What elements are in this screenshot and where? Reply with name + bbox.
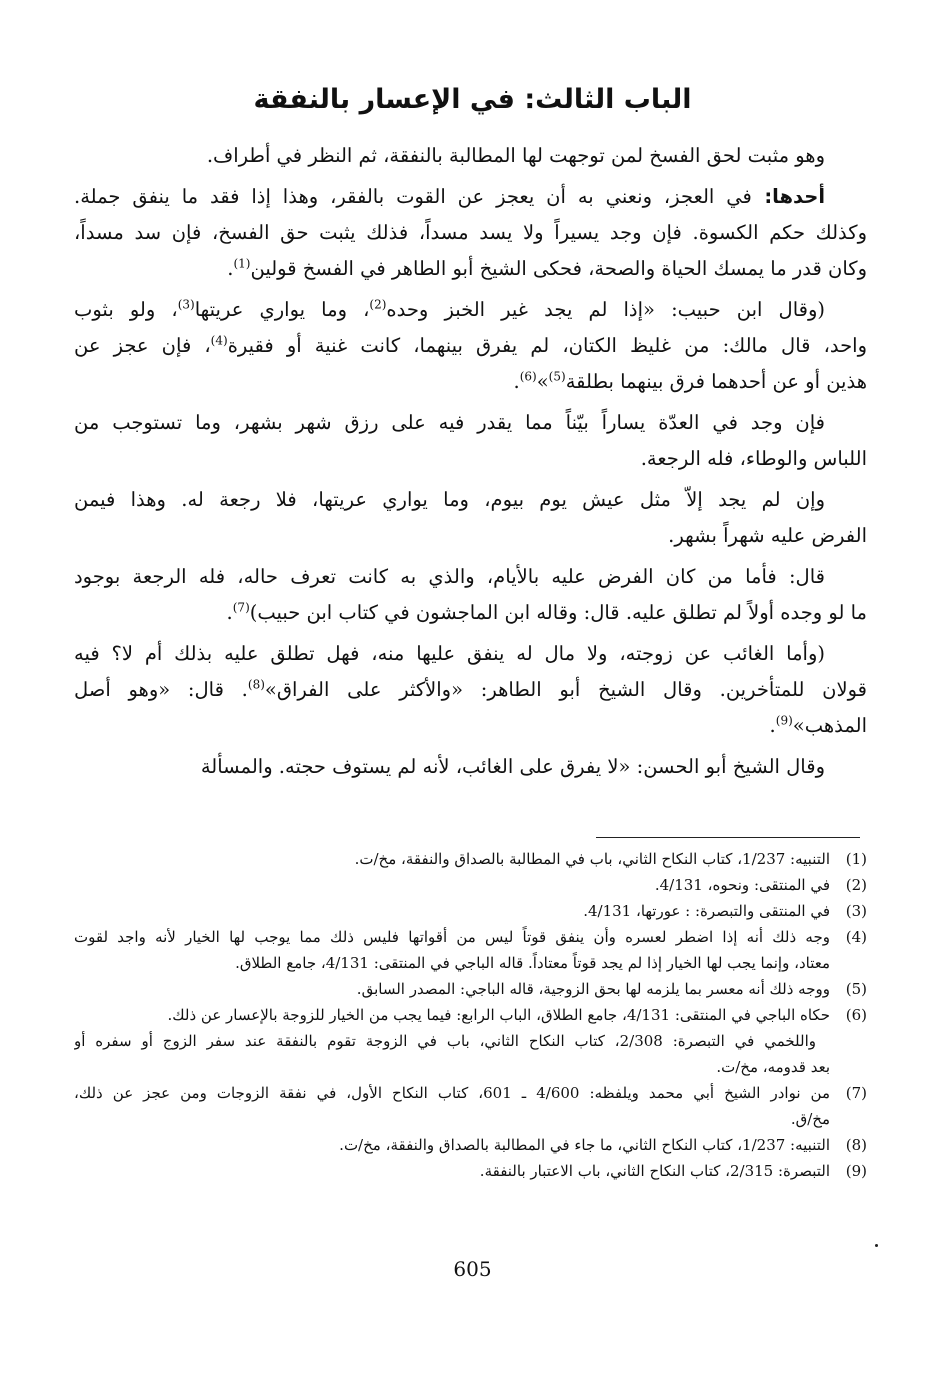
page-mark [875,1244,878,1247]
footnote [74,872,867,898]
footnote-text: في المنتقى: ونحوه، 4/131. [654,876,830,894]
footnote-text: بعد قدومه، مخ/ت. [716,1058,830,1076]
paragraph [74,749,867,785]
text-line: وكذلك حكم الكسوة. فإن وجد يسيراً ولا يسد مسداً، فذلك يثبت حق الفسخ، فإن سد مسداً، [74,221,867,244]
footnote [74,898,867,924]
text-line: وهو مثبت لحق الفسخ لمن توجهت لها المطالبة بالنفقة، ثم النظر في أطراف. [206,144,825,167]
footnote-number: (7) [845,1084,867,1102]
footnote-text: مخ/ق. [790,1110,830,1128]
footnote-text: وجه ذلك أنه إذا اضطر لعسره وأن ينفق قوتاً ليس من أقواتها فليس ذلك مما يوجب لها الخيار لأنه واجد لقوت [74,928,830,946]
text-line: فإن وجد في العدّة يساراً بيّناً مما يقدر فيه على رزق شهر بشهر، وما تستوجب من [74,411,825,434]
footnote-text: من نوادر الشيخ أبي محمد ويلفظه: 4/600 ـ 601، كتاب النكاح الأول، في نفقة الزوجات ومن عجز عن ذلك، [74,1084,830,1102]
paragraph [74,559,867,631]
footnote-number: (9) [845,1162,867,1180]
footnote [74,1002,867,1080]
page-number: 605 [453,1257,492,1281]
paragraph-lead: أحدها: [751,185,825,208]
text-line: هذين أو عن أحدهما فرق بينهما بطلقة$^{(5)}$»$^{(6)}$. [513,369,867,393]
text-line: المذهب»$^{(9)}$. [769,713,867,737]
footnote [74,1080,867,1132]
footnote [74,846,867,872]
main-text [74,138,867,790]
paragraph [74,138,867,174]
footnote-text: ووجه ذلك أنه معسر بما يلزمه لها بحق الزوجية، قاله الباجي: المصدر السابق. [356,980,830,998]
text-line: ما لو وجده أولاً لم تطلق عليه. قال: وقاله ابن الماجشون في كتاب ابن حبيب)$^{(7)}$. [226,600,867,624]
text-line: اللباس والوطاء، فله الرجعة. [640,447,867,470]
footnote-text: التنبيه: 1/237، كتاب النكاح الثاني، باب في المطالبة بالصداق والنفقة، مخ/ت. [354,850,830,868]
footnote-number: (6) [845,1006,867,1024]
footnote-separator [596,837,860,838]
paragraph [74,636,867,744]
footnote [74,1132,867,1158]
footnote-number: (4) [845,928,867,946]
footnotes [74,846,867,1184]
text-line: الفرض عليه شهراً بشهر. [668,524,867,547]
text-line: وإن لم يجد إلاّ مثل عيش يوم بيوم، وما يواري عريتها، فلا رجعة له. وهذا فيمن [74,488,825,511]
footnote-text: واللخمي في التبصرة: 2/308، كتاب النكاح الثاني، باب في الزوجة تقوم بالنفقة عند سفر الزوج أو سفره أو [74,1032,816,1050]
text-line: أحدها: في العجز، ونعني به أن يعجز عن القوت بالفقر، وهذا إذا فقد ما ينفق جملة. [74,185,825,208]
text-line: (وأما الغائب عن زوجته، ولا مال له ينفق عليها منه، فهل تطلق عليه بذلك أم لا؟ فيه [74,642,825,665]
footnote-number: (5) [845,980,867,998]
footnote-text: في المنتقى والتبصرة: : عورتها، 4/131. [583,902,830,920]
text-line: قولان للمتأخرين. وقال الشيخ أبو الطاهر: «والأكثر على الفراق»$^{(8)}$. قال: «وهو أصل [74,677,867,701]
paragraph [74,292,867,400]
footnote [74,924,867,976]
footnote-text: التبصرة: 2/315، كتاب النكاح الثاني، باب الاعتبار بالنفقة. [479,1162,830,1180]
text-line: قال: فأما من كان الفرض عليه بالأيام، والذي به كانت تعرف حاله، فله الرجعة بوجود [74,565,825,588]
footnote [74,976,867,1002]
footnote-number: (3) [845,902,867,920]
footnote-number: (8) [845,1136,867,1154]
footnote-number: (2) [845,876,867,894]
footnote-text: حكاه الباجي في المنتقى: 4/131، جامع الطلاق، الباب الرابع: فيما يجب من الخيار للزوجة بالإعسار عن ذلك. [167,1006,830,1024]
paragraph [74,405,867,477]
text-line: وكان قدر ما يمسك الحياة والصحة، فحكى الشيخ أبو الطاهر في الفسخ قولين$^{(1)}$. [227,256,867,280]
footnote-number: (1) [845,850,867,868]
text-line: واحد، قال مالك: من غليظ الكتان، لم يفرق بينهما، كانت غنية أو فقيرة$^{(4)}$، فإن عجز عن [74,333,867,357]
footnote-text: التنبيه: 1/237، كتاب النكاح الثاني، ما جاء في المطالبة بالصداق والنفقة، مخ/ت. [339,1136,830,1154]
paragraph [74,482,867,554]
chapter-title: الباب الثالث: في الإعسار بالنفقة [253,84,692,115]
text-line: (وقال ابن حبيب: «إذا لم يجد غير الخبز وحده$^{(2)}$، وما يواري عريتها$^{(3)}$، ولو بثوب [74,297,825,321]
text-line: وقال الشيخ أبو الحسن: «لا يفرق على الغائب، لأنه لم يستوف حجته. والمسألة [200,755,825,778]
paragraph [74,179,867,287]
footnote [74,1158,867,1184]
footnote-text: معتاد، وإنما يجب لها الخيار إذا لم يجد قوتاً معتاداً. قاله الباجي في المنتقى: 4/131، جامع الطلاق. [235,954,830,972]
